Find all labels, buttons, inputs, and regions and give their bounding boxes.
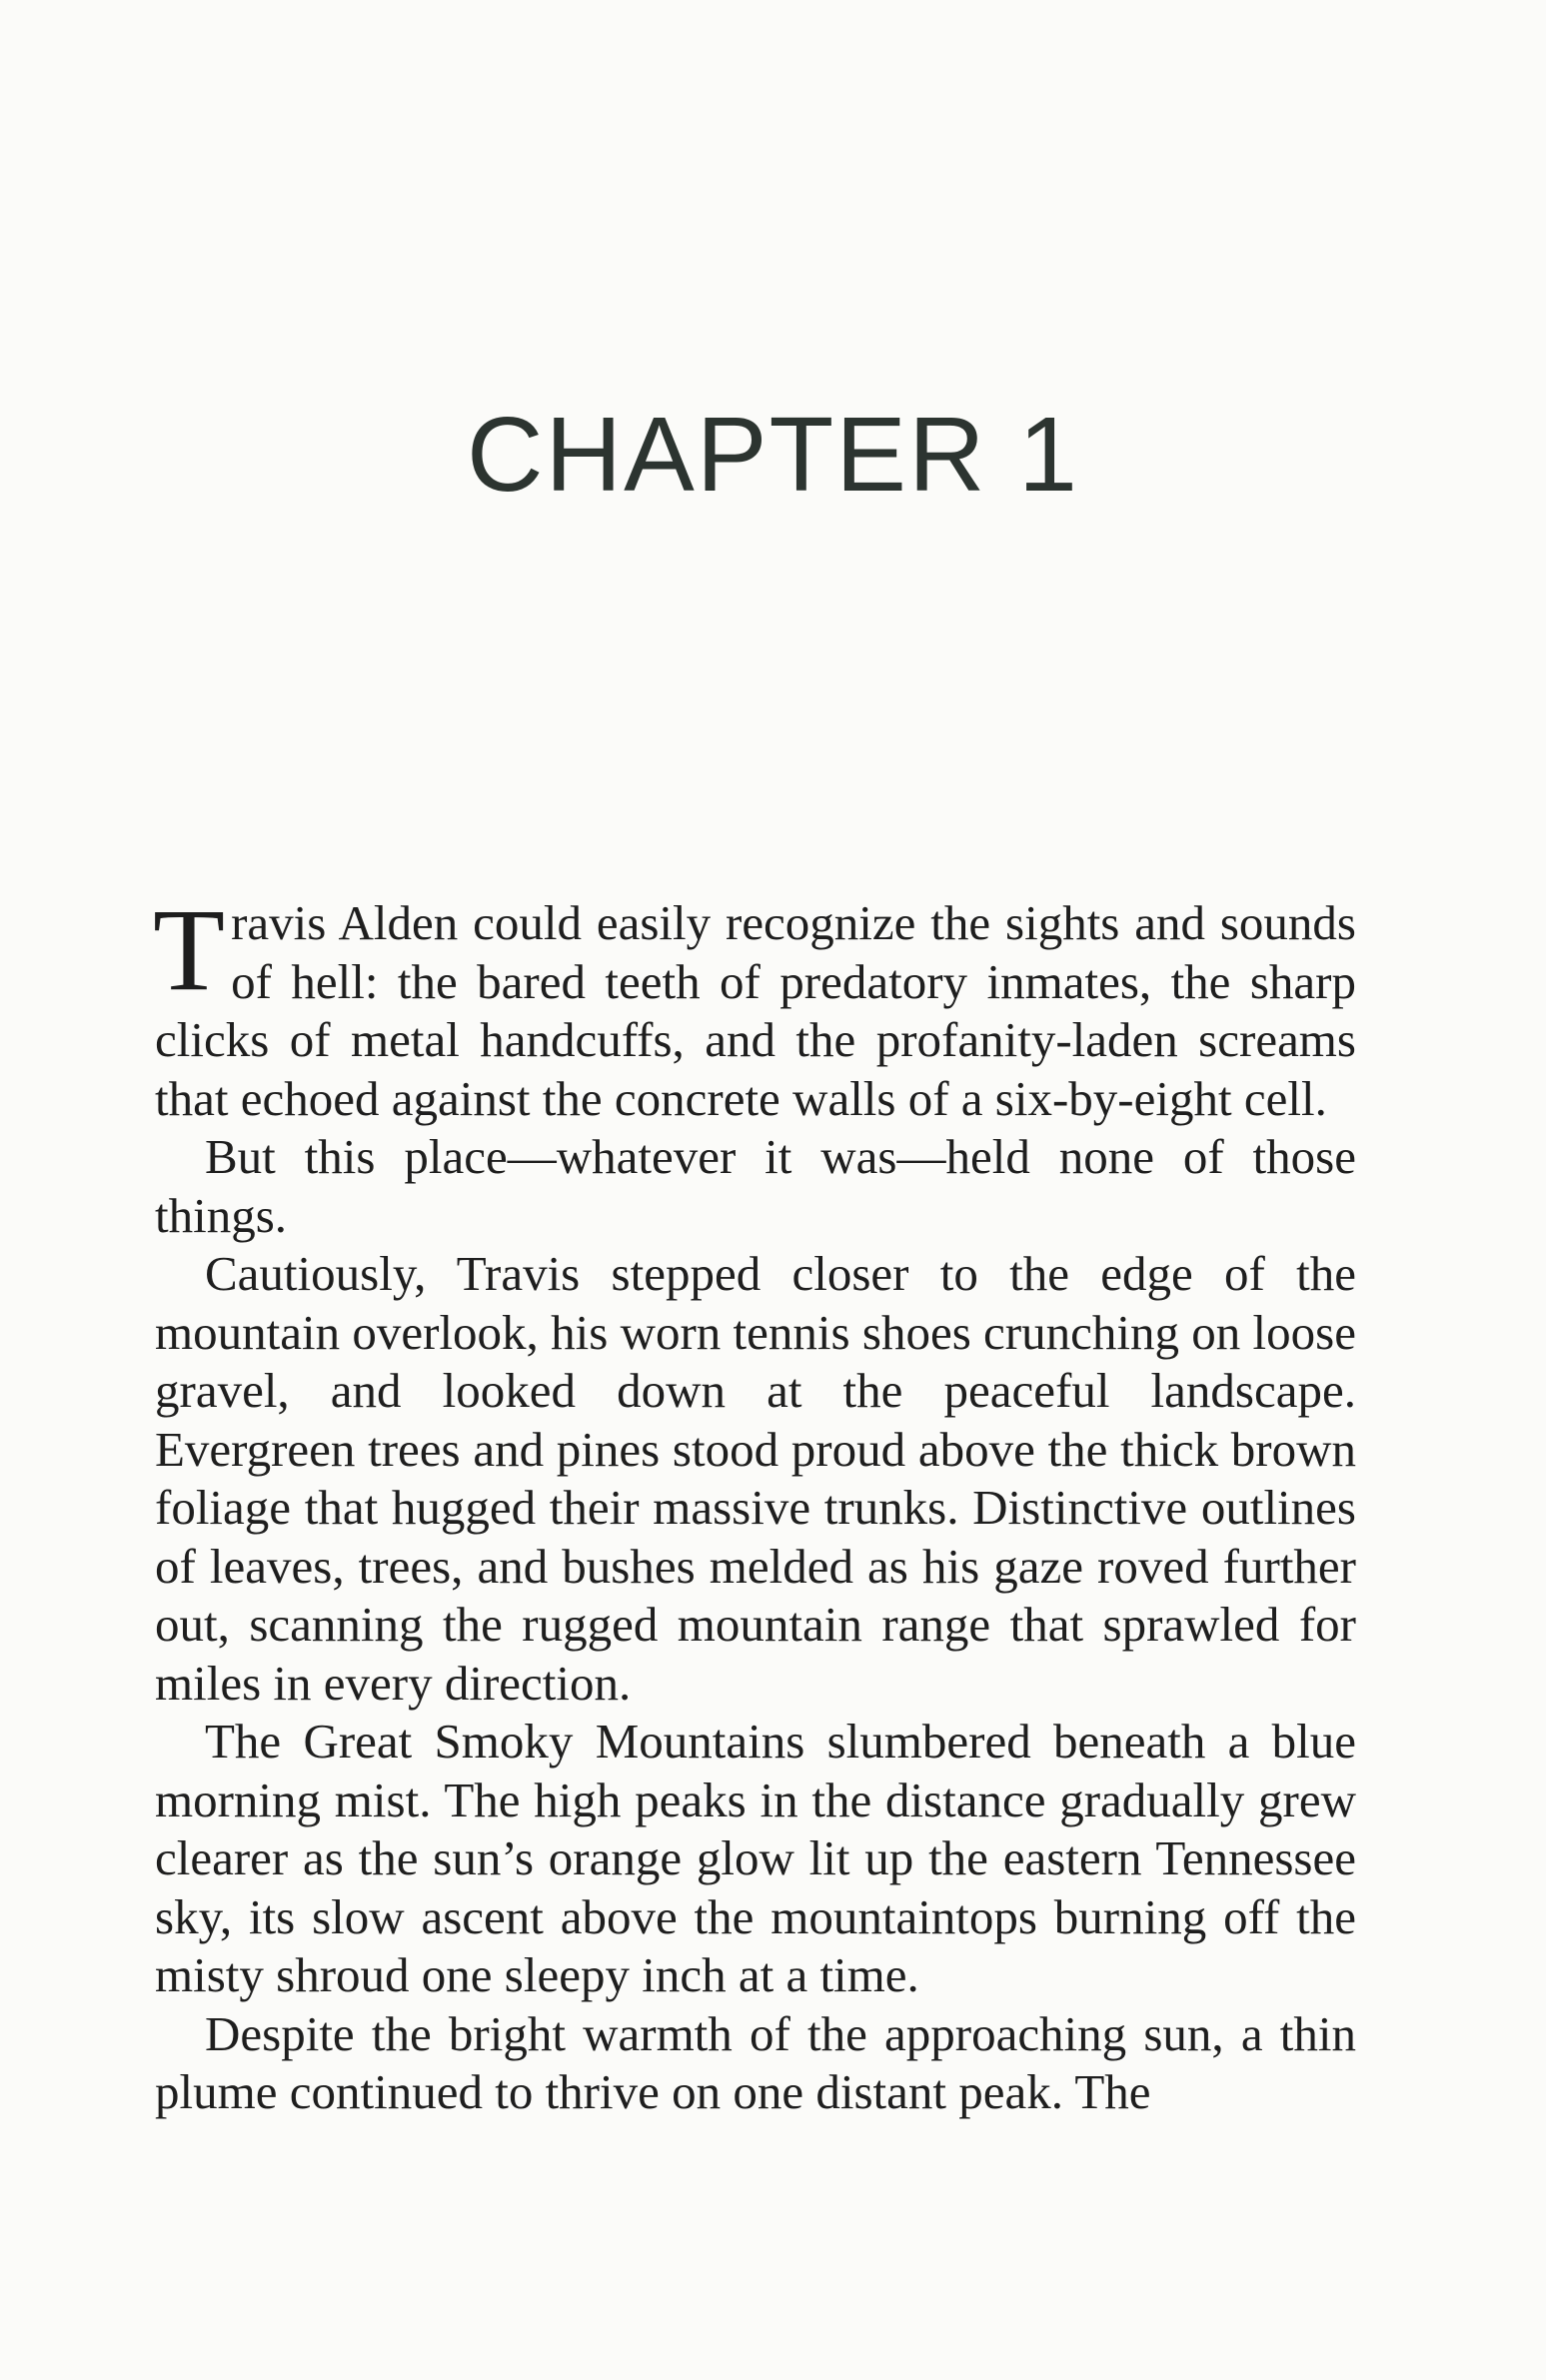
paragraph-4: The Great Smoky Mountains slumbered beneath a blue morning mist. The high peaks in the distance gradually grew clearer as the sun’s orange glow lit up the eastern Tennessee sky, its slow ascent above the mountaintops burning off the misty shroud one sleepy inch at a time. bbox=[155, 1714, 1356, 2002]
paragraph-3: Cautiously, Travis stepped closer to the edge of the mountain overlook, his worn tennis shoes crunching on loose gravel, and looked down at the peaceful landscape. Evergreen trees and pines stood proud above the thick brown foliage that hugged their massive trunks. Distinctive outlines of leaves, trees, and bushes melded as his gaze roved further out, scanning the rugged mountain range that sprawled for miles in every direction. bbox=[155, 1246, 1356, 1711]
drop-cap: T bbox=[153, 884, 226, 1015]
paragraph-5: Despite the bright warmth of the approaching sun, a thin plume continued to thrive on one distant peak. The bbox=[155, 2005, 1356, 2119]
chapter-body bbox=[153, 884, 1356, 2122]
paragraph-2: But this place—whatever it was—held none of those things. bbox=[155, 1129, 1356, 1243]
chapter-title: CHAPTER 1 bbox=[467, 396, 1079, 514]
paragraph-1-text: ravis Alden could easily recognize the sights and sounds of hell: the bared teeth of predatory inmates, the sharp clicks of metal handcuffs, and the profanity-laden screams that echoed against the concrete walls of a six-by-eight cell. bbox=[155, 895, 1356, 1126]
paragraph-1 bbox=[153, 884, 1356, 1128]
